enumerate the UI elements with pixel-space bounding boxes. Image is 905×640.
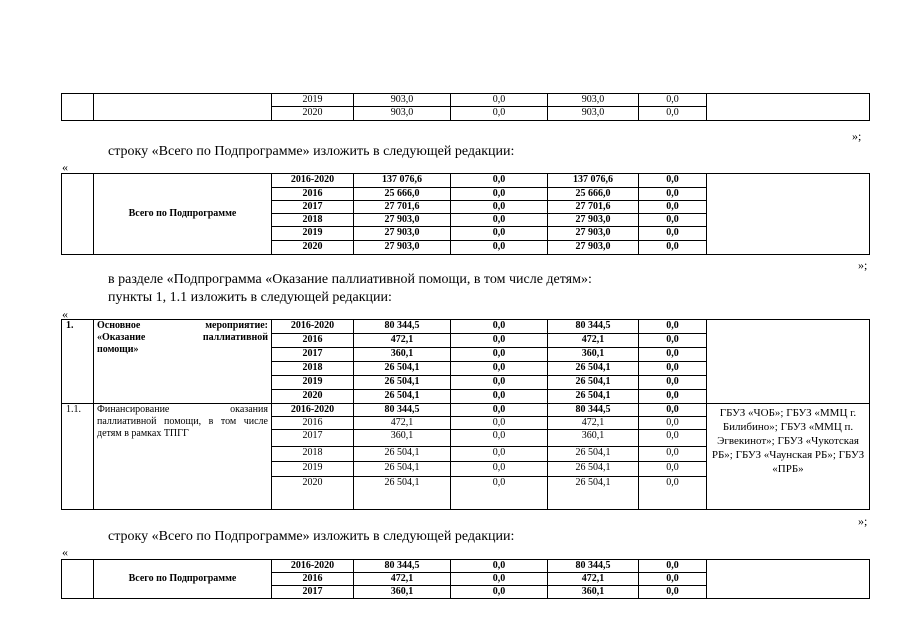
value-cell: 0,0 (451, 334, 548, 348)
value-cell: 27 903,0 (548, 241, 639, 255)
table-row (62, 560, 870, 573)
year-cell: 2016-2020 (272, 560, 354, 573)
executor-cell (707, 174, 870, 255)
total-cell: 137 076,6 (354, 174, 451, 188)
value-cell: 0,0 (451, 348, 548, 362)
value-cell: 0,0 (639, 417, 707, 430)
name-cell (94, 94, 272, 121)
year-cell: 2020 (272, 241, 354, 255)
value-cell: 0,0 (639, 94, 707, 107)
value-cell: 903,0 (548, 94, 639, 107)
total-cell: 26 504,1 (354, 477, 451, 510)
table-row (62, 404, 870, 417)
value-cell: 26 504,1 (548, 362, 639, 376)
year-cell: 2019 (272, 462, 354, 477)
year-cell: 2016 (272, 417, 354, 430)
year-cell: 2020 (272, 477, 354, 510)
item-number: 1.1. (62, 404, 94, 510)
total-cell: 27 903,0 (354, 227, 451, 241)
value-cell: 0,0 (639, 462, 707, 477)
value-cell: 0,0 (639, 447, 707, 462)
item-name (94, 404, 272, 510)
total-cell: 472,1 (354, 334, 451, 348)
total-cell: 27 701,6 (354, 201, 451, 214)
value-cell: 0,0 (451, 214, 548, 227)
value-cell: 137 076,6 (548, 174, 639, 188)
value-cell: 472,1 (548, 334, 639, 348)
item-name-line: «Оказание паллиативной (97, 332, 268, 343)
value-cell: 0,0 (639, 376, 707, 390)
executor-cell (707, 320, 870, 404)
value-cell: 0,0 (639, 214, 707, 227)
value-cell: 0,0 (639, 390, 707, 404)
instruction-text: строку «Всего по Подпрограмме» изложить в следующей редакции: (108, 144, 515, 159)
value-cell: 0,0 (639, 362, 707, 376)
value-cell: 27 903,0 (548, 214, 639, 227)
total-cell: 472,1 (354, 573, 451, 586)
value-cell: 0,0 (451, 573, 548, 586)
instruction-text: строку «Всего по Подпрограмме» изложить в следующей редакции: (108, 529, 515, 544)
value-cell: 27 701,6 (548, 201, 639, 214)
value-cell: 0,0 (639, 477, 707, 510)
item-name-line: паллиативной помощи, в том числе (97, 416, 268, 427)
value-cell: 0,0 (451, 227, 548, 241)
value-cell: 80 344,5 (548, 320, 639, 334)
total-cell: 80 344,5 (354, 560, 451, 573)
year-cell: 2016-2020 (272, 404, 354, 417)
year-cell: 2016-2020 (272, 174, 354, 188)
year-cell: 2016 (272, 573, 354, 586)
number-cell (62, 174, 94, 255)
item-name-line: Финансирование оказания (97, 404, 268, 415)
total-cell: 26 504,1 (354, 462, 451, 477)
value-cell: 0,0 (639, 404, 707, 417)
year-cell: 2017 (272, 586, 354, 599)
value-cell: 0,0 (639, 188, 707, 201)
value-cell: 26 504,1 (548, 462, 639, 477)
year-cell: 2020 (272, 390, 354, 404)
total-cell: 27 903,0 (354, 214, 451, 227)
total-cell: 25 666,0 (354, 188, 451, 201)
value-cell: 0,0 (451, 201, 548, 214)
year-cell: 2018 (272, 214, 354, 227)
value-cell: 0,0 (639, 573, 707, 586)
total-label: Всего по Подпрограмме (94, 174, 272, 255)
item-name-line: Основное мероприятие: (97, 320, 268, 331)
total-cell: 26 504,1 (354, 376, 451, 390)
value-cell: 472,1 (548, 417, 639, 430)
value-cell: 0,0 (451, 107, 548, 121)
executor-cell (707, 560, 870, 599)
year-cell: 2016-2020 (272, 320, 354, 334)
year-cell: 2017 (272, 201, 354, 214)
item-name (94, 320, 272, 404)
total-cell: 80 344,5 (354, 404, 451, 417)
year-cell: 2019 (272, 376, 354, 390)
table-row (62, 94, 870, 107)
value-cell: 26 504,1 (548, 477, 639, 510)
year-cell: 2019 (272, 227, 354, 241)
total-cell: 360,1 (354, 430, 451, 447)
value-cell: 27 903,0 (548, 227, 639, 241)
year-cell: 2017 (272, 348, 354, 362)
year-cell: 2016 (272, 188, 354, 201)
value-cell: 0,0 (639, 430, 707, 447)
value-cell: 0,0 (451, 320, 548, 334)
value-cell: 0,0 (451, 477, 548, 510)
total-label: Всего по Подпрограмме (94, 560, 272, 599)
instruction-text: в разделе «Подпрограмма «Оказание паллиативной помощи, в том числе детям»: (108, 272, 592, 287)
total-cell: 903,0 (354, 107, 451, 121)
palliative-table (61, 319, 870, 510)
total-cell: 472,1 (354, 417, 451, 430)
number-cell (62, 94, 94, 121)
value-cell: 0,0 (451, 188, 548, 201)
value-cell: 0,0 (451, 417, 548, 430)
value-cell: 0,0 (451, 94, 548, 107)
value-cell: 360,1 (548, 348, 639, 362)
open-quote: « (62, 307, 68, 321)
value-cell: 0,0 (451, 560, 548, 573)
value-cell: 26 504,1 (548, 390, 639, 404)
total-cell: 27 903,0 (354, 241, 451, 255)
value-cell: 0,0 (451, 241, 548, 255)
executor-cell (707, 94, 870, 121)
item-name-line: помощи» (97, 344, 139, 355)
year-cell: 2016 (272, 334, 354, 348)
value-cell: 472,1 (548, 573, 639, 586)
table-row (62, 320, 870, 334)
year-cell: 2017 (272, 430, 354, 447)
value-cell: 0,0 (451, 430, 548, 447)
value-cell: 0,0 (451, 376, 548, 390)
value-cell: 0,0 (639, 227, 707, 241)
total-cell: 903,0 (354, 94, 451, 107)
value-cell: 26 504,1 (548, 376, 639, 390)
year-cell: 2019 (272, 94, 354, 107)
value-cell: 0,0 (451, 174, 548, 188)
executor-cell: ГБУЗ «ЧОБ»; ГБУЗ «ММЦ г. Билибино»; ГБУЗ «ММЦ п. Эгвекинот»; ГБУЗ «Чукотская РБ»; ГБУЗ «Чаунская РБ»; ГБУЗ «ПРБ» (707, 404, 870, 510)
instruction-text: пункты 1, 1.1 изложить в следующей редакции: (108, 290, 392, 305)
total-table-2 (61, 559, 870, 599)
close-quote: »; (852, 129, 862, 143)
total-cell: 80 344,5 (354, 320, 451, 334)
value-cell: 0,0 (639, 560, 707, 573)
value-cell: 80 344,5 (548, 404, 639, 417)
value-cell: 0,0 (639, 320, 707, 334)
total-cell: 26 504,1 (354, 390, 451, 404)
value-cell: 0,0 (451, 404, 548, 417)
value-cell: 0,0 (639, 586, 707, 599)
table-row (62, 174, 870, 188)
value-cell: 0,0 (451, 390, 548, 404)
total-cell: 360,1 (354, 348, 451, 362)
item-number: 1. (62, 320, 94, 404)
total-table-1 (61, 173, 870, 255)
year-cell: 2020 (272, 107, 354, 121)
value-cell: 0,0 (451, 586, 548, 599)
value-cell: 0,0 (451, 462, 548, 477)
value-cell: 0,0 (639, 348, 707, 362)
value-cell: 0,0 (639, 241, 707, 255)
value-cell: 903,0 (548, 107, 639, 121)
number-cell (62, 560, 94, 599)
top-table (61, 93, 870, 121)
year-cell: 2018 (272, 362, 354, 376)
value-cell: 25 666,0 (548, 188, 639, 201)
item-name-line: детям в рамках ТПГГ (97, 428, 189, 439)
year-cell: 2018 (272, 447, 354, 462)
value-cell: 360,1 (548, 586, 639, 599)
value-cell: 0,0 (639, 201, 707, 214)
value-cell: 0,0 (639, 334, 707, 348)
total-cell: 26 504,1 (354, 447, 451, 462)
value-cell: 0,0 (451, 362, 548, 376)
close-quote: »; (858, 258, 868, 272)
open-quote: « (62, 545, 68, 559)
value-cell: 80 344,5 (548, 560, 639, 573)
value-cell: 26 504,1 (548, 447, 639, 462)
close-quote: »; (858, 514, 868, 528)
value-cell: 0,0 (451, 447, 548, 462)
value-cell: 360,1 (548, 430, 639, 447)
value-cell: 0,0 (639, 174, 707, 188)
total-cell: 26 504,1 (354, 362, 451, 376)
open-quote: « (62, 160, 68, 174)
total-cell: 360,1 (354, 586, 451, 599)
value-cell: 0,0 (639, 107, 707, 121)
